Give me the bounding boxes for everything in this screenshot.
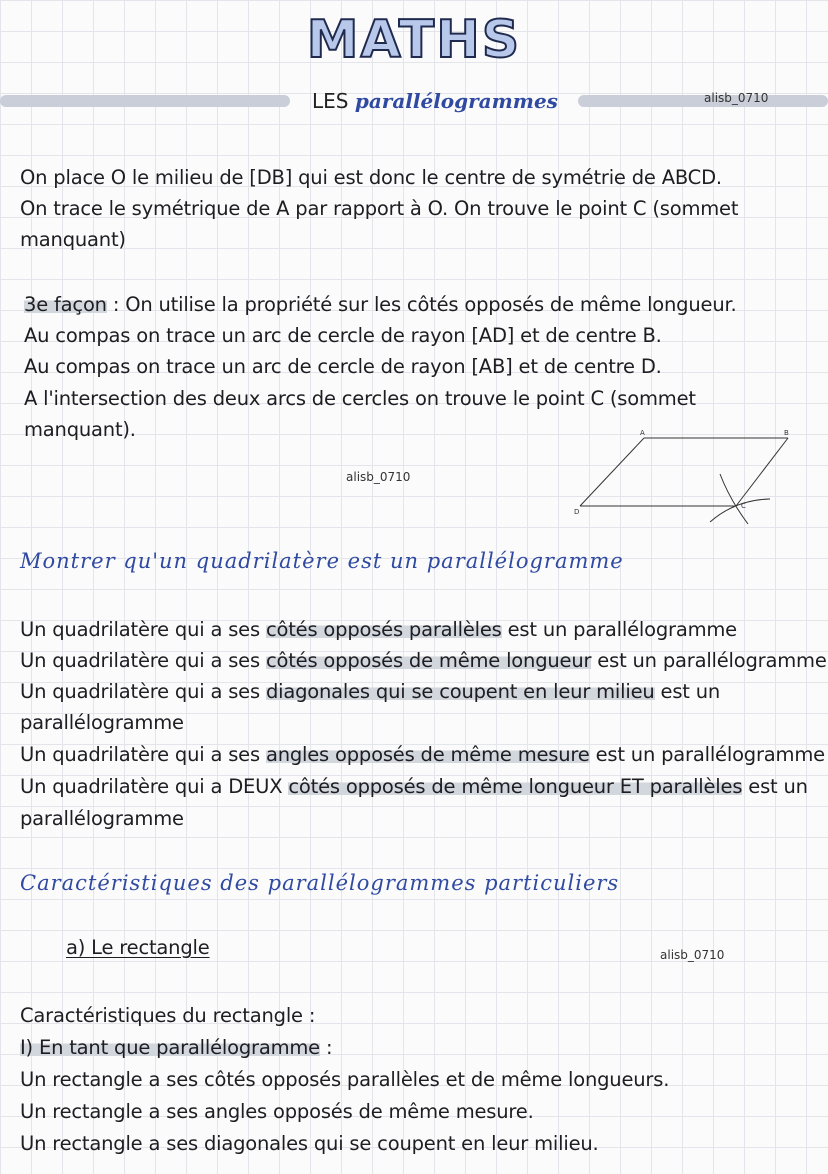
subtitle-prefix: LES — [312, 89, 349, 113]
point-label-b: B — [784, 429, 789, 437]
rule-prefix: Un quadrilatère qui a ses — [20, 743, 266, 766]
method3-line: Au compas on trace un arc de cercle de rayon [AB] et de centre D. — [24, 355, 662, 378]
rule-rest: est un parallélogramme — [589, 743, 825, 766]
method3-line — [24, 289, 737, 320]
section-heading-montrer: Montrer qu'un quadrilatère est un parallélogramme — [20, 549, 624, 573]
section-heading-caracteristiques: Caractéristiques des parallélogrammes particuliers — [20, 871, 620, 895]
rule-highlight: diagonales qui se coupent en leur milieu — [265, 680, 655, 703]
rule-prefix: Un quadrilatère qui a DEUX — [20, 775, 289, 798]
side-bc — [736, 438, 788, 506]
author-handle: alisb_0710 — [704, 91, 769, 105]
caract-line: Un rectangle a ses diagonales qui se coupent en leur milieu. — [20, 1132, 599, 1155]
rule-highlight: côtés opposés de même longueur ET parallèles — [288, 775, 743, 798]
rule-line — [20, 771, 808, 802]
method3-line: A l'intersection des deux arcs de cercles on trouve le point C (sommet — [24, 387, 696, 410]
rule-rest: est un parallélogramme — [501, 618, 737, 641]
rule-highlight: côtés opposés de même longueur — [265, 649, 592, 672]
paragraph-line: manquant) — [20, 228, 126, 251]
caract-title: Caractéristiques du rectangle : — [20, 1004, 316, 1027]
rule-line — [20, 645, 827, 676]
arc-from-d — [710, 499, 770, 522]
caract-line: Un rectangle a ses angles opposés de même mesure. — [20, 1100, 534, 1123]
rule-highlight: angles opposés de même mesure — [265, 743, 590, 766]
rule-line — [20, 676, 720, 707]
point-label-c: C — [741, 502, 746, 510]
rule-prefix: Un quadrilatère qui a ses — [20, 618, 266, 641]
subheading-rectangle: a) Le rectangle — [66, 936, 210, 959]
rule-line-continued: parallélogramme — [20, 711, 184, 734]
caract-point — [20, 1032, 332, 1063]
caract-point-label: I) En tant que parallélogramme — [20, 1036, 320, 1059]
method3-label: 3e façon — [24, 293, 107, 316]
paragraph-line: On trace le symétrique de A par rapport à O. On trouve le point C (sommet — [20, 197, 739, 220]
method3-line: manquant). — [24, 418, 136, 441]
parallelogram-diagram — [570, 426, 800, 526]
page-title: MATHS — [306, 10, 522, 70]
arc-from-b — [720, 474, 748, 524]
rule-line — [20, 614, 737, 645]
rule-rest: est un parallélogramme — [591, 649, 827, 672]
title-bar-left — [0, 95, 290, 107]
watermark-bottom: alisb_0710 — [660, 948, 725, 962]
rule-highlight: côtés opposés parallèles — [265, 618, 502, 641]
caract-point-colon: : — [319, 1036, 333, 1059]
rule-rest: est un — [742, 775, 808, 798]
method3-line: Au compas on trace un arc de cercle de rayon [AD] et de centre B. — [24, 324, 662, 347]
method3-line0-rest: : On utilise la propriété sur les côtés opposés de même longueur. — [106, 293, 737, 316]
rule-prefix: Un quadrilatère qui a ses — [20, 680, 266, 703]
page-subtitle — [312, 89, 558, 113]
rule-rest: est un — [654, 680, 721, 703]
rule-line-continued: parallélogramme — [20, 807, 184, 830]
point-label-a: A — [640, 429, 645, 437]
rule-prefix: Un quadrilatère qui a ses — [20, 649, 266, 672]
subtitle-cursive: parallélogrammes — [354, 89, 558, 113]
rule-line — [20, 739, 825, 770]
side-ad — [580, 438, 644, 506]
watermark-middle: alisb_0710 — [346, 470, 411, 484]
point-label-d: D — [574, 508, 580, 516]
caract-line: Un rectangle a ses côtés opposés parallèles et de même longueurs. — [20, 1068, 670, 1091]
title-bar-right — [578, 95, 828, 107]
paragraph-line: On place O le milieu de [DB] qui est donc le centre de symétrie de ABCD. — [20, 166, 722, 189]
